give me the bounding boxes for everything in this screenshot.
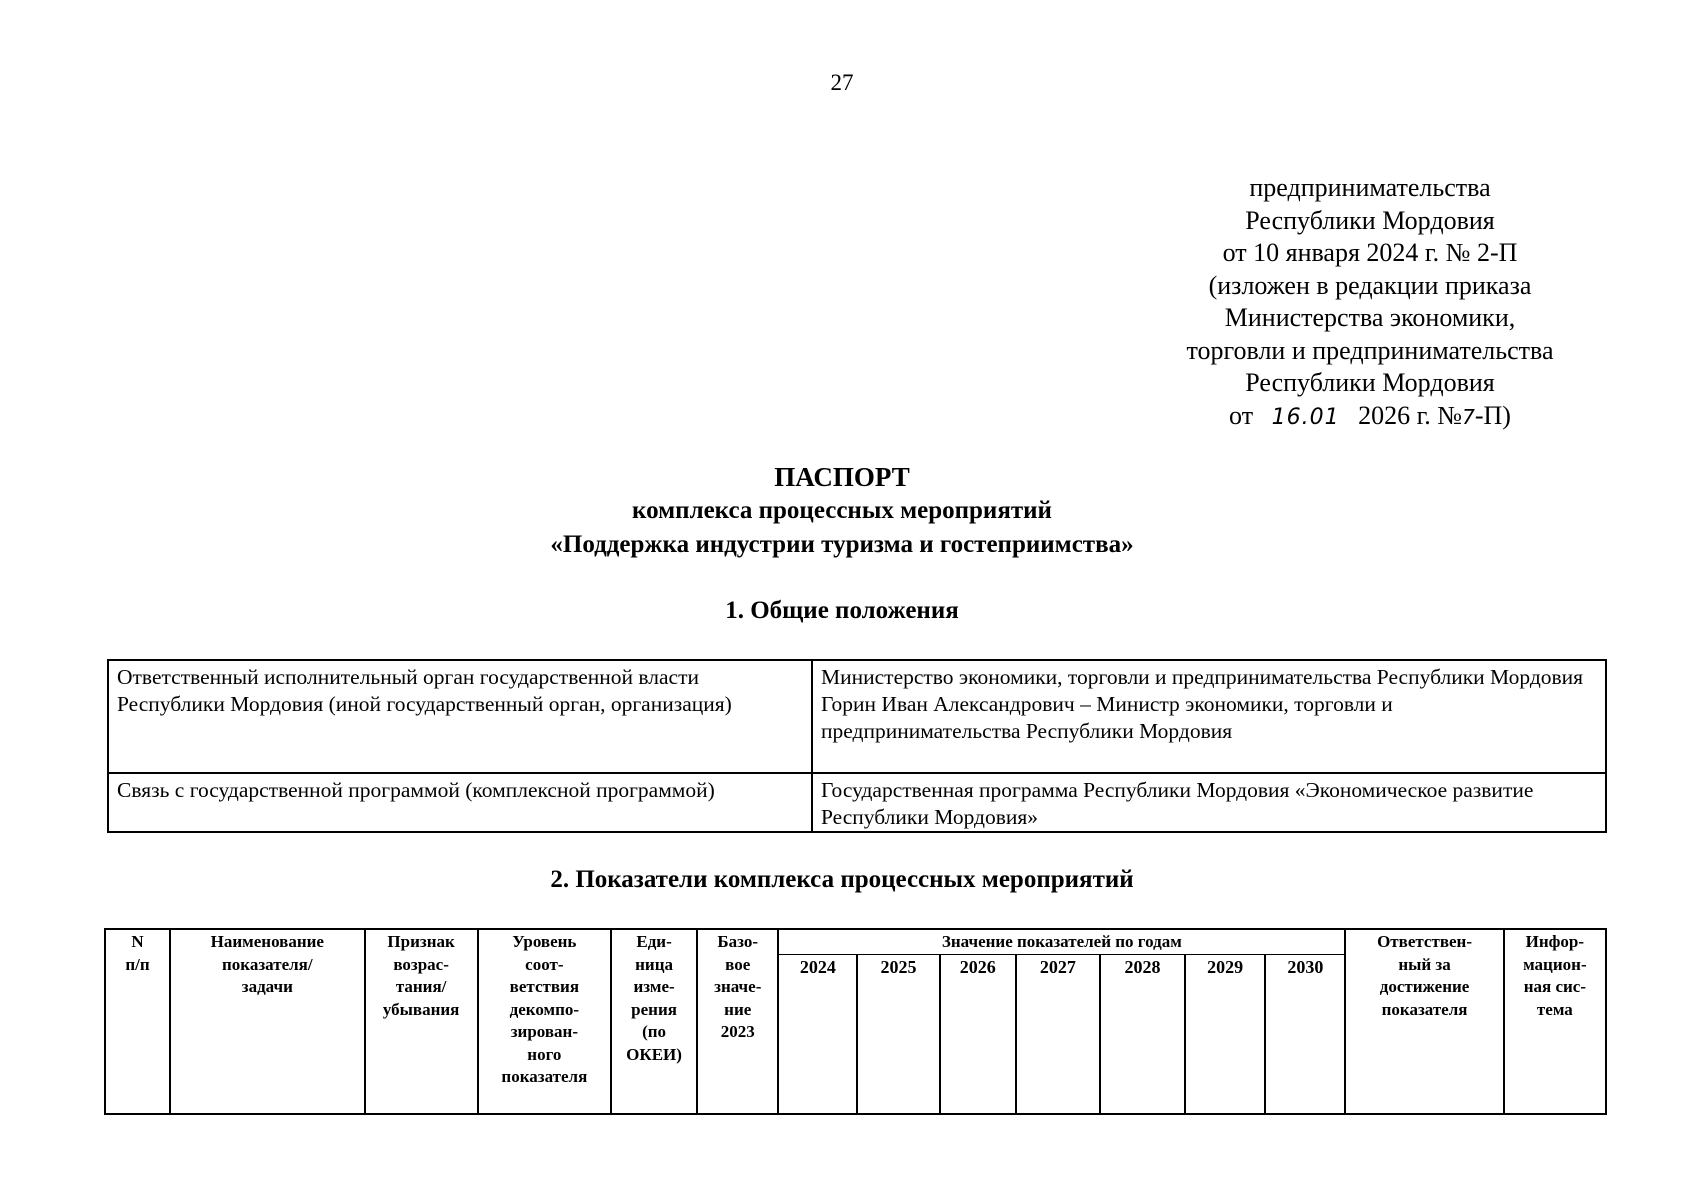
approval-line: от 10 января 2024 г. № 2-П: [1222, 238, 1518, 267]
approval-line: торговли и предпринимательства: [1186, 335, 1554, 365]
section1-heading: 1. Общие положения: [725, 597, 959, 624]
row-value-line: Министерство экономики, торговли и предпринимательства Республики Мордовия: [821, 665, 1584, 689]
header-year: 2024: [778, 954, 857, 1114]
general-provisions-table: [107, 659, 1607, 833]
approval-line: Республики Мордовия: [1245, 205, 1495, 235]
approval-line: (изложен в редакции приказа: [1208, 270, 1532, 300]
page-number: 27: [830, 70, 854, 95]
header-year: 2025: [857, 954, 939, 1114]
approval-year-text: 2026 г. №: [1358, 400, 1463, 430]
row-label: Ответственный исполнительный орган государственной власти Республики Мордовия (иной государственный орган, организация): [108, 660, 812, 773]
title-line2: комплекса процессных мероприятий: [632, 497, 1052, 524]
handwritten-order-number: 7: [1462, 404, 1475, 429]
header-years-group: Значение показателей по годам: [778, 929, 1345, 954]
header-name: Наименование показателя/ задачи: [170, 929, 364, 1114]
handwritten-date: 16.01: [1271, 404, 1340, 430]
header-row: [105, 929, 1606, 954]
header-year: 2028: [1100, 954, 1185, 1114]
row-value-line: Государственная программа Республики Мордовия «Экономическое развитие Республики Мордовия»: [821, 778, 1534, 829]
header-info-system: Инфор- мацион- ная сис- тема: [1504, 929, 1606, 1114]
section2-heading: 2. Показатели комплекса процессных мероприятий: [550, 866, 1134, 893]
indicators-table: [104, 928, 1607, 1115]
header-unit: Еди- ница изме- рения (по ОКЕИ): [611, 929, 697, 1114]
header-year: 2027: [1016, 954, 1100, 1114]
header-year: 2029: [1185, 954, 1265, 1114]
table-row: [108, 773, 1606, 832]
table-row: [108, 660, 1606, 773]
header-year: 2026: [940, 954, 1016, 1114]
header-year: 2030: [1265, 954, 1345, 1114]
approval-line: предпринимательства: [1249, 173, 1491, 202]
row-value: [812, 773, 1606, 832]
approval-date-suffix: -П): [1474, 400, 1511, 430]
header-sign: Признак возрас- тания/ убывания: [365, 929, 478, 1114]
row-label: Связь с государственной программой (комплексной программой): [108, 773, 812, 832]
approval-block: [1140, 172, 1600, 434]
row-value-line: Горин Иван Александрович – Министр экономики, торговли и предпринимательства Республики Мордовия: [821, 692, 1393, 743]
document-title: [0, 460, 1684, 562]
header-responsible: Ответствен- ный за достижение показателя: [1345, 929, 1503, 1114]
approval-line: Республики Мордовия: [1245, 368, 1495, 397]
title-main: ПАСПОРТ: [774, 462, 910, 492]
approval-line: Министерства экономики,: [1224, 303, 1516, 332]
approval-date-line: [1140, 400, 1600, 435]
title-line3: «Поддержка индустрии туризма и гостеприимства»: [550, 531, 1134, 558]
row-value: [812, 660, 1606, 773]
header-level: Уровень соот- ветствия декомпо- зирован- ного показателя: [478, 929, 611, 1114]
header-num: N п/п: [105, 929, 170, 1114]
header-base: Базо- вое значе- ние 2023: [697, 929, 778, 1114]
approval-date-prefix: от: [1229, 400, 1254, 430]
